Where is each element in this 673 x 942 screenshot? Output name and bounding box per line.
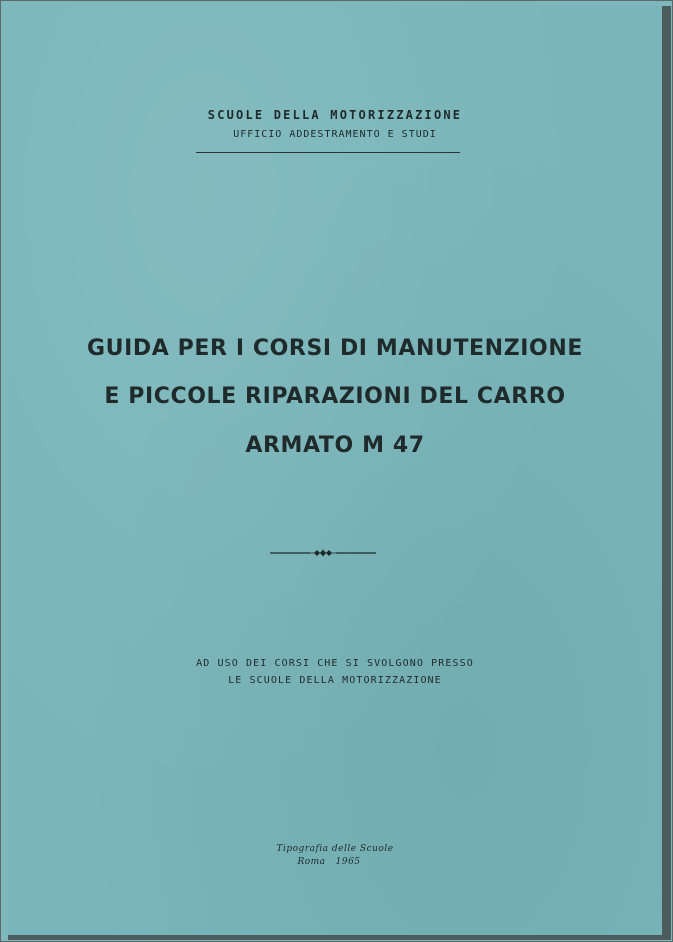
book-cover <box>8 6 662 935</box>
title-line-3: ARMATO M 47 <box>245 433 425 458</box>
subtitle-line-1: AD USO DEI CORSI CHE SI SVOLGONO PRESSO <box>196 658 474 669</box>
page-edge-shadow-bottom <box>8 935 671 940</box>
title-line-1: GUIDA PER I CORSI DI MANUTENZIONE <box>87 336 583 361</box>
office-name: UFFICIO ADDESTRAMENTO E STUDI <box>233 129 437 140</box>
page-edge-shadow <box>662 6 671 938</box>
header-rule <box>196 152 460 153</box>
institution-name: SCUOLE DELLA MOTORIZZAZIONE <box>207 108 463 122</box>
title-line-2: E PICCOLE RIPARAZIONI DEL CARRO <box>104 384 566 409</box>
printer-name: Tipografia delle Scuole <box>276 844 394 854</box>
subtitle-line-2: LE SCUOLE DELLA MOTORIZZAZIONE <box>228 675 442 686</box>
place-year: Roma 1965 <box>297 857 361 867</box>
ornament-divider <box>270 547 376 559</box>
